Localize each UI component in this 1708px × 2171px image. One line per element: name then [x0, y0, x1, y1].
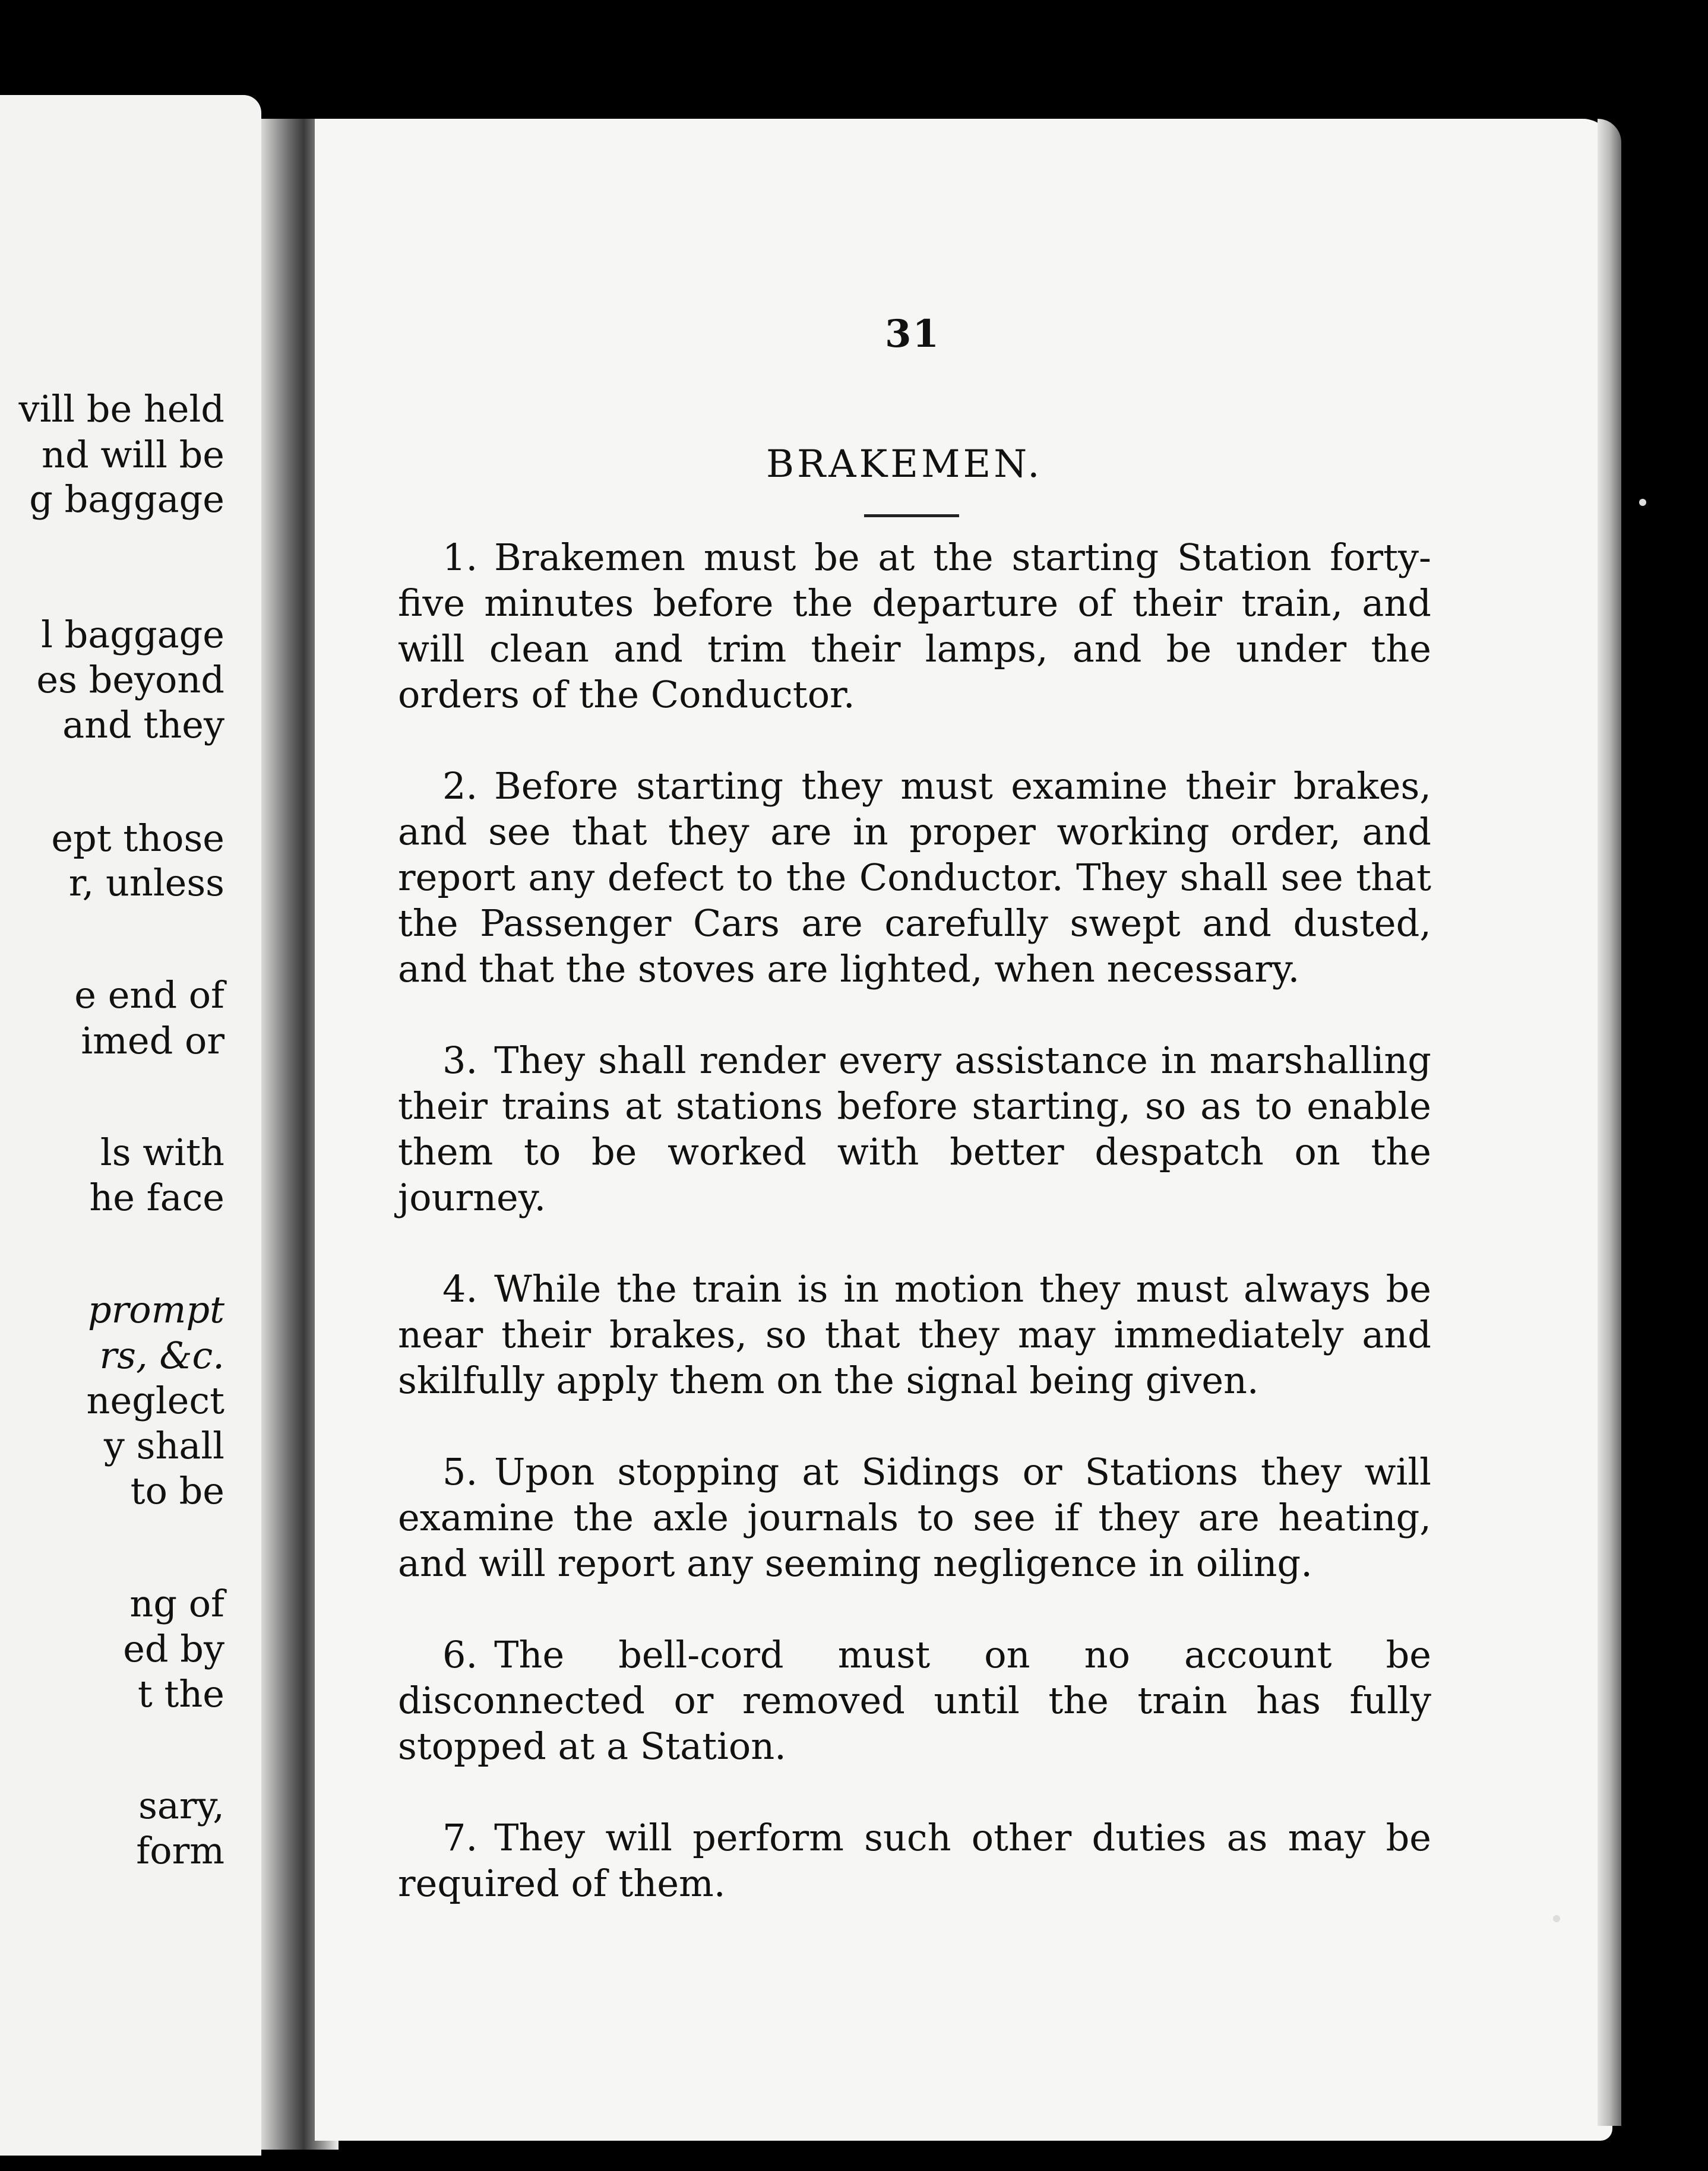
- paragraph-text: They will perform such other duties as may be required of them.: [398, 1816, 1431, 1905]
- paragraph-3: [398, 1037, 1431, 1220]
- previous-page-fragment: [0, 95, 261, 2156]
- left-page-line: vill be held: [18, 387, 224, 431]
- paragraph-number: 7.: [442, 1816, 478, 1859]
- left-page-line: es beyond: [36, 658, 224, 701]
- paragraph-4: [398, 1266, 1431, 1403]
- heading-rule: [864, 514, 959, 517]
- paragraph-number: 3.: [442, 1039, 478, 1082]
- left-page-line: prompt: [87, 1288, 224, 1331]
- left-page-line: sary,: [138, 1784, 224, 1827]
- paragraph-number: 6.: [442, 1633, 478, 1676]
- left-page-line: l baggage: [41, 613, 224, 656]
- paragraph-7: [398, 1815, 1431, 1906]
- paragraph-text: While the train is in motion they must always be near their brakes, so that they may immediately and skilfully apply them on the signal being given.: [398, 1267, 1431, 1402]
- paragraph-2: [398, 763, 1431, 992]
- left-page-line: ept those: [51, 817, 224, 860]
- left-page-line: y shall: [103, 1424, 224, 1467]
- paragraph-number: 2.: [442, 764, 478, 808]
- left-page-line: t the: [137, 1672, 224, 1716]
- paragraph-1: [398, 534, 1431, 717]
- left-page-line: e end of: [74, 973, 224, 1017]
- paragraph-text: They shall render every assistance in marshalling their trains at stations before starting, so as to enable them to be worked with better despatch on the journey.: [398, 1039, 1431, 1219]
- left-page-line: r, unless: [68, 861, 224, 904]
- paragraph-text: Brakemen must be at the starting Station forty-five minutes before the departure of their train, and will clean and trim their lamps, and be under the orders of the Conductor.: [398, 536, 1431, 716]
- paragraph-number: 5.: [442, 1450, 478, 1493]
- left-page-line: he face: [89, 1176, 224, 1219]
- left-page-line: imed or: [81, 1019, 224, 1062]
- body-text: [398, 534, 1431, 1952]
- paragraph-6: [398, 1632, 1431, 1769]
- page-edge: [1598, 119, 1621, 2126]
- left-page-line: ls with: [100, 1131, 224, 1174]
- page-number: 31: [885, 312, 941, 356]
- paragraph-number: 4.: [442, 1267, 478, 1311]
- left-page-line: neglect: [86, 1379, 224, 1422]
- left-page-line: rs, &c.: [99, 1334, 224, 1377]
- speck: [1553, 1915, 1560, 1922]
- left-page-line: and they: [62, 703, 224, 746]
- left-page-line: g baggage: [29, 477, 224, 521]
- left-page-line: form: [136, 1829, 224, 1872]
- paragraph-5: [398, 1449, 1431, 1586]
- speck: [1639, 499, 1646, 506]
- left-page-line: ed by: [123, 1627, 224, 1670]
- paragraph-number: 1.: [442, 536, 478, 579]
- left-page-line: ng of: [129, 1582, 224, 1625]
- section-heading: BRAKEMEN.: [766, 442, 1043, 486]
- paragraph-text: Upon stopping at Sidings or Stations they will examine the axle journals to see if they are heating, and will report any seeming negligence in oiling.: [398, 1450, 1431, 1585]
- left-page-line: nd will be: [42, 433, 224, 476]
- paragraph-text: Before starting they must examine their brakes, and see that they are in proper working order, and report any defect to the Conductor. They shall see that the Passenger Cars are carefully swept and dusted, and that the stoves are lighted, when necessary.: [398, 764, 1431, 990]
- paragraph-text: The bell-cord must on no account be disconnected or removed until the train has fully stopped at a Station.: [398, 1633, 1431, 1768]
- left-page-line: to be: [130, 1469, 224, 1512]
